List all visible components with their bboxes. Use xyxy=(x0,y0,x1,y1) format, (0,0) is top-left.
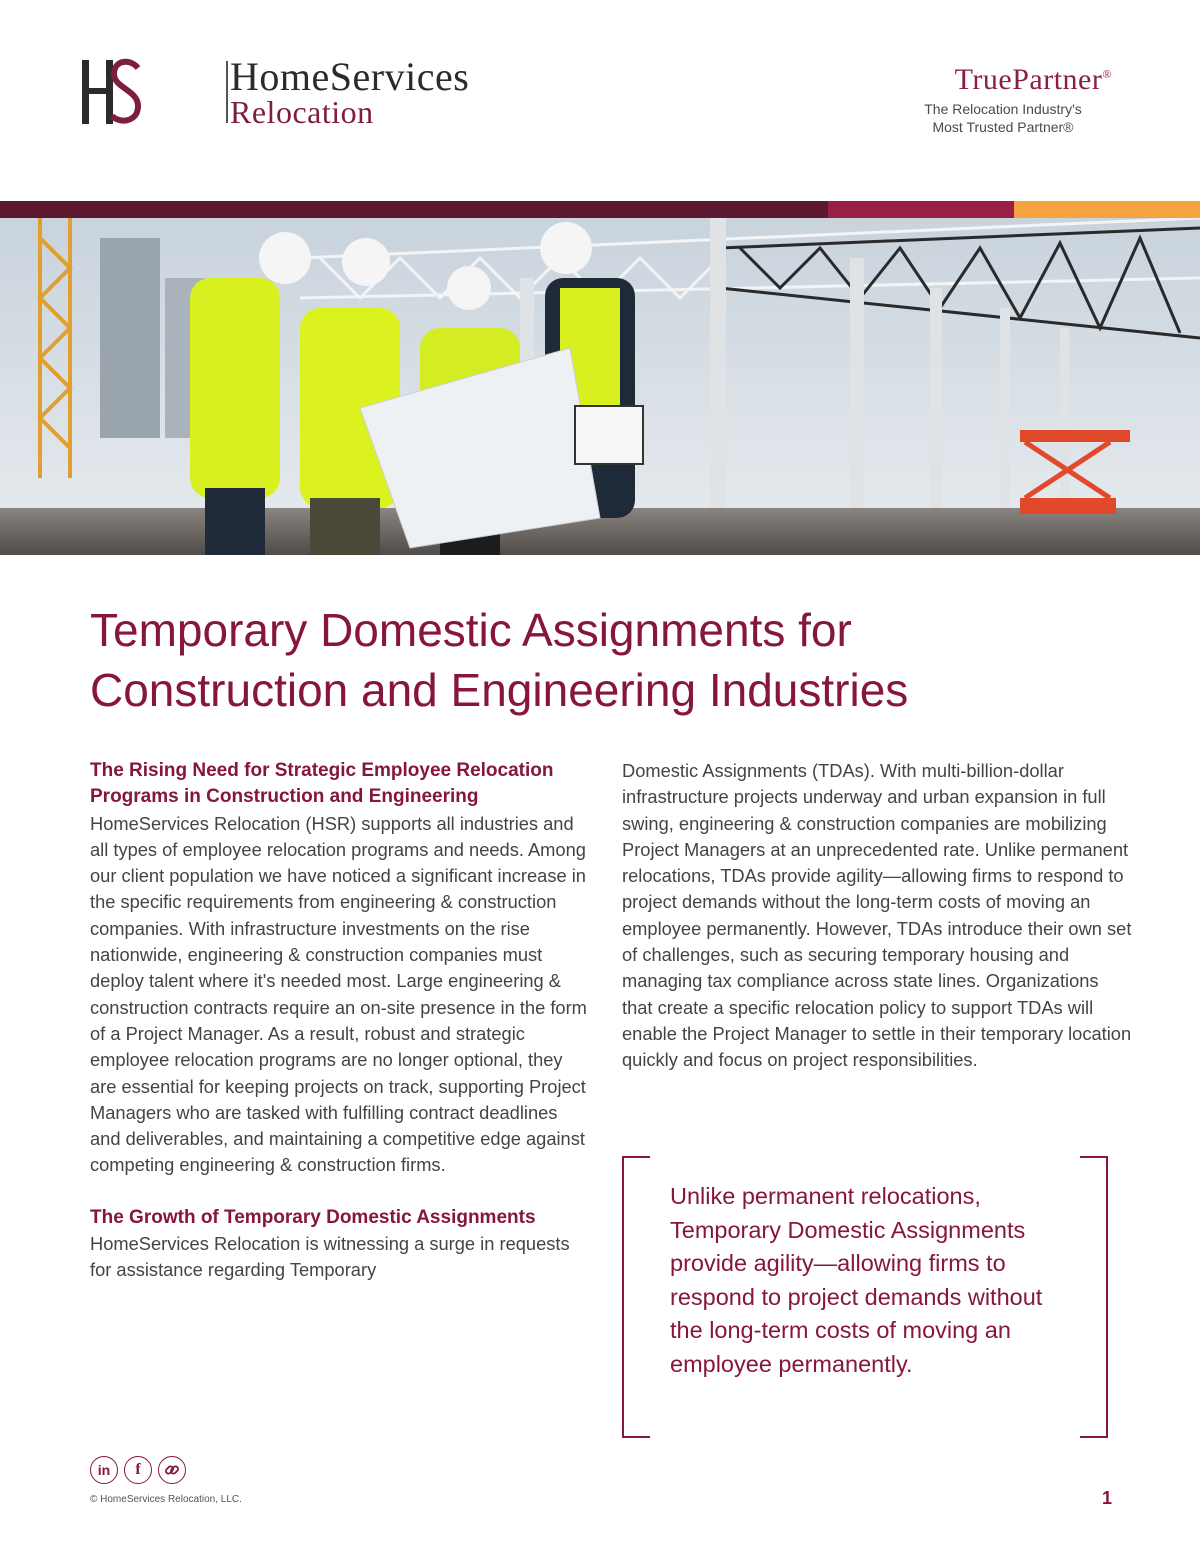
section-heading: The Rising Need for Strategic Employee Relocation Programs in Construction and Engineering xyxy=(90,760,554,808)
hs-monogram-icon xyxy=(80,58,142,126)
title-line-1: Temporary Domestic Assignments for xyxy=(90,604,852,656)
left-column xyxy=(90,758,590,1284)
section-body: HomeServices Relocation (HSR) supports all industries and all types of employee relocation programs and needs. Among our client population we have noticed a significant increase in the specific requirements from engineering & construction companies. With infrastructure investments on the rise nationwide, engineering & construction companies must deploy talent where it's needed most. Large engineering & construction contracts require an on-site presence in the form of a Project Manager. As a result, robust and strategic employee relocation programs are no longer optional, they are essential for keeping projects on track, supporting Project Managers who are tasked with fulfilling contract deadlines and deliverables, and maintaining a competitive edge against competing engineering & construction firms. xyxy=(90,812,587,1176)
right-column xyxy=(622,758,1132,1100)
quote-bracket-right xyxy=(1080,1156,1108,1438)
page-number: 1 xyxy=(1101,1488,1112,1508)
pull-quote xyxy=(622,1156,1108,1438)
logo-homeservices-text: HomeServices xyxy=(230,54,470,99)
truepartner-logo xyxy=(882,58,1112,136)
truepartner-tagline: The Relocation Industry's Most Trusted Partner® xyxy=(924,101,1082,135)
page-title xyxy=(90,600,1130,720)
section-body-continued: Domestic Assignments (TDAs). With multi-billion-dollar infrastructure projects underway and urban expansion in full swing, engineering & construction companies are mobilizing Project Managers at an unprecedented rate. Unlike permanent relocations, TDAs provide agility—allowing firms to respond to project demands without the long-term costs of moving an employee permanently. However, TDAs introduce their own set of challenges, such as securing temporary housing and managing tax compliance across state lines. Organizations that create a specific relocation policy to support TDAs will enable the Project Manager to settle in their temporary location quickly and focus on project responsibilities. xyxy=(622,760,1132,1071)
chain-link-icon xyxy=(164,1462,180,1478)
construction-workers-photo xyxy=(0,218,1200,555)
linkedin-icon[interactable]: in xyxy=(90,1456,118,1484)
section-heading: The Growth of Temporary Domestic Assignments xyxy=(90,1206,536,1228)
color-stripe xyxy=(0,201,1200,218)
link-icon[interactable] xyxy=(158,1456,186,1484)
section-body: HomeServices Relocation is witnessing a surge in requests for assistance regarding Temporary xyxy=(90,1233,570,1281)
logo-relocation-text: Relocation xyxy=(230,94,374,130)
homeservices-relocation-logo xyxy=(80,54,500,130)
copyright-text: © HomeServices Relocation, LLC. xyxy=(90,1494,242,1505)
pull-quote-text: Unlike permanent relocations, Temporary Domestic Assignments provide agility—allowing firms to respond to project demands without the long-term costs of moving an employee permanently. xyxy=(670,1183,1043,1377)
truepartner-wordmark: TruePartner® xyxy=(954,63,1112,96)
facebook-icon[interactable]: f xyxy=(124,1456,152,1484)
quote-bracket-left xyxy=(622,1156,650,1438)
title-line-2: Construction and Engineering Industries xyxy=(90,664,909,716)
logo-divider xyxy=(226,61,228,123)
social-links xyxy=(90,1456,186,1484)
